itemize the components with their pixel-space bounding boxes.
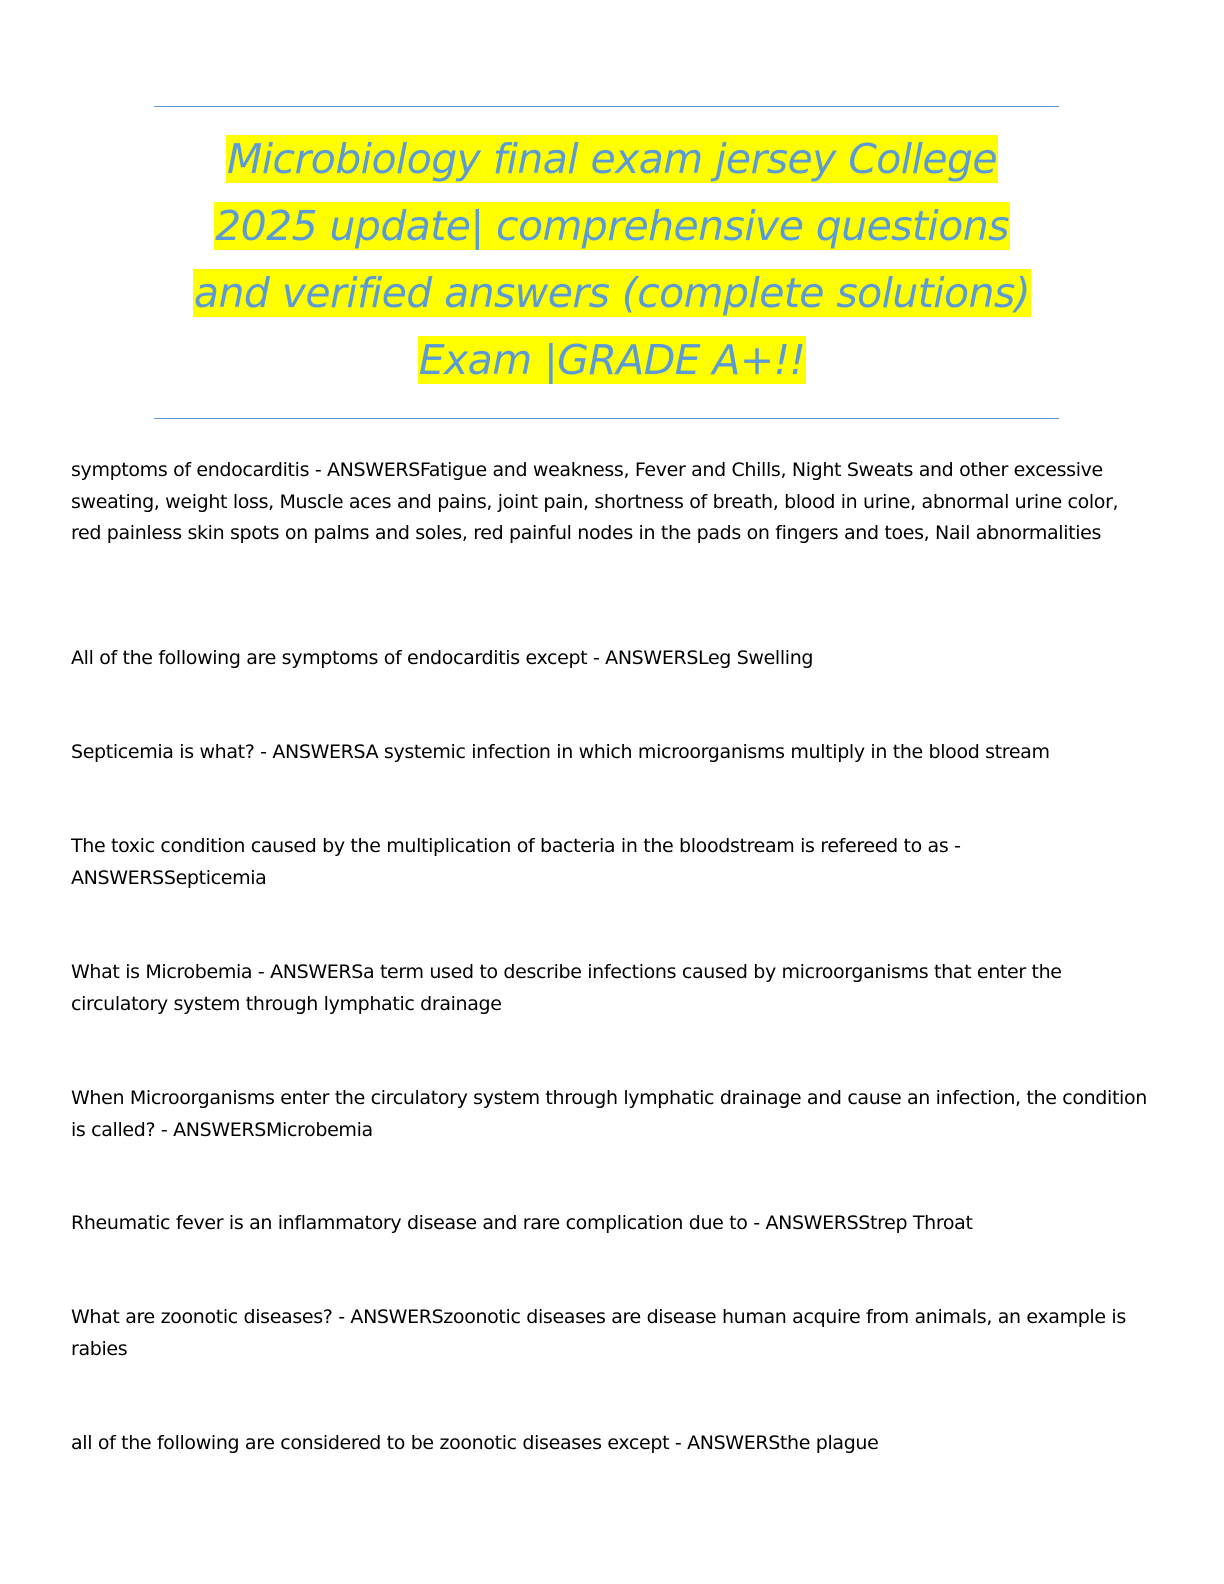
question-text: all of the following are considered to be zoonotic diseases except - <box>71 1432 688 1454</box>
qa-item-4 <box>71 831 1151 894</box>
answer-text: ANSWERSSepticemia <box>71 866 267 889</box>
qa-item-1 <box>71 455 1151 550</box>
title-line-2: 2025 update| comprehensive questions <box>215 202 1009 250</box>
document-title <box>120 126 1104 394</box>
qa-item-2 <box>71 643 1151 675</box>
question-text: symptoms of endocarditis - <box>71 459 328 481</box>
answer-text: ANSWERSFatigue and weakness, Fever and Chills, Night Sweats and other excessive sweating, weight loss, Muscle aces and pains, joint pain, shortness of breath, blood in urine, abnormal urine color, red painless skin spots on palms and soles, red painful nodes in the pads on fingers and toes, Nail abnormalities <box>71 459 1119 544</box>
qa-item-8 <box>71 1302 1151 1365</box>
qa-item-9 <box>71 1428 1151 1460</box>
title-line-4: Exam |GRADE A+!! <box>418 336 806 384</box>
question-text: The toxic condition caused by the multiplication of bacteria in the bloodstream is refereed to as - <box>71 835 961 857</box>
answer-text: ANSWERSMicrobemia <box>173 1118 373 1141</box>
answer-text: ANSWERSLeg Swelling <box>605 647 814 669</box>
answer-text: ANSWERSStrep Throat <box>765 1212 973 1234</box>
question-text: All of the following are symptoms of endocarditis except - <box>71 647 606 669</box>
question-text: Septicemia is what? - <box>71 741 273 763</box>
title-bottom-rule <box>154 418 1059 419</box>
title-line-3: and verified answers (complete solutions) <box>193 269 1031 317</box>
question-text: What is Microbemia - <box>71 961 271 983</box>
qa-item-3 <box>71 737 1151 769</box>
question-text: When Microorganisms enter the circulatory system through lymphatic drainage and cause an infection, the condition is called? - <box>71 1087 1147 1141</box>
question-text: Rheumatic fever is an inflammatory disease and rare complication due to - <box>71 1212 766 1234</box>
answer-text: ANSWERSA systemic infection in which microorganisms multiply in the blood stream <box>272 741 1050 763</box>
qa-item-5 <box>71 957 1151 1020</box>
answer-text: ANSWERSa term used to describe infections caused by microorganisms that enter the circulatory system through lymphatic drainage <box>71 961 1062 1015</box>
qa-item-6 <box>71 1083 1151 1146</box>
title-top-rule <box>154 106 1059 107</box>
answer-text: ANSWERSzoonotic diseases are disease human acquire from animals, an example is rabies <box>71 1306 1126 1360</box>
answer-text: ANSWERSthe plague <box>687 1432 879 1454</box>
qa-item-7 <box>71 1208 1151 1240</box>
title-line-1: Microbiology final exam jersey College <box>226 135 997 183</box>
question-text: What are zoonotic diseases? - <box>71 1306 351 1328</box>
